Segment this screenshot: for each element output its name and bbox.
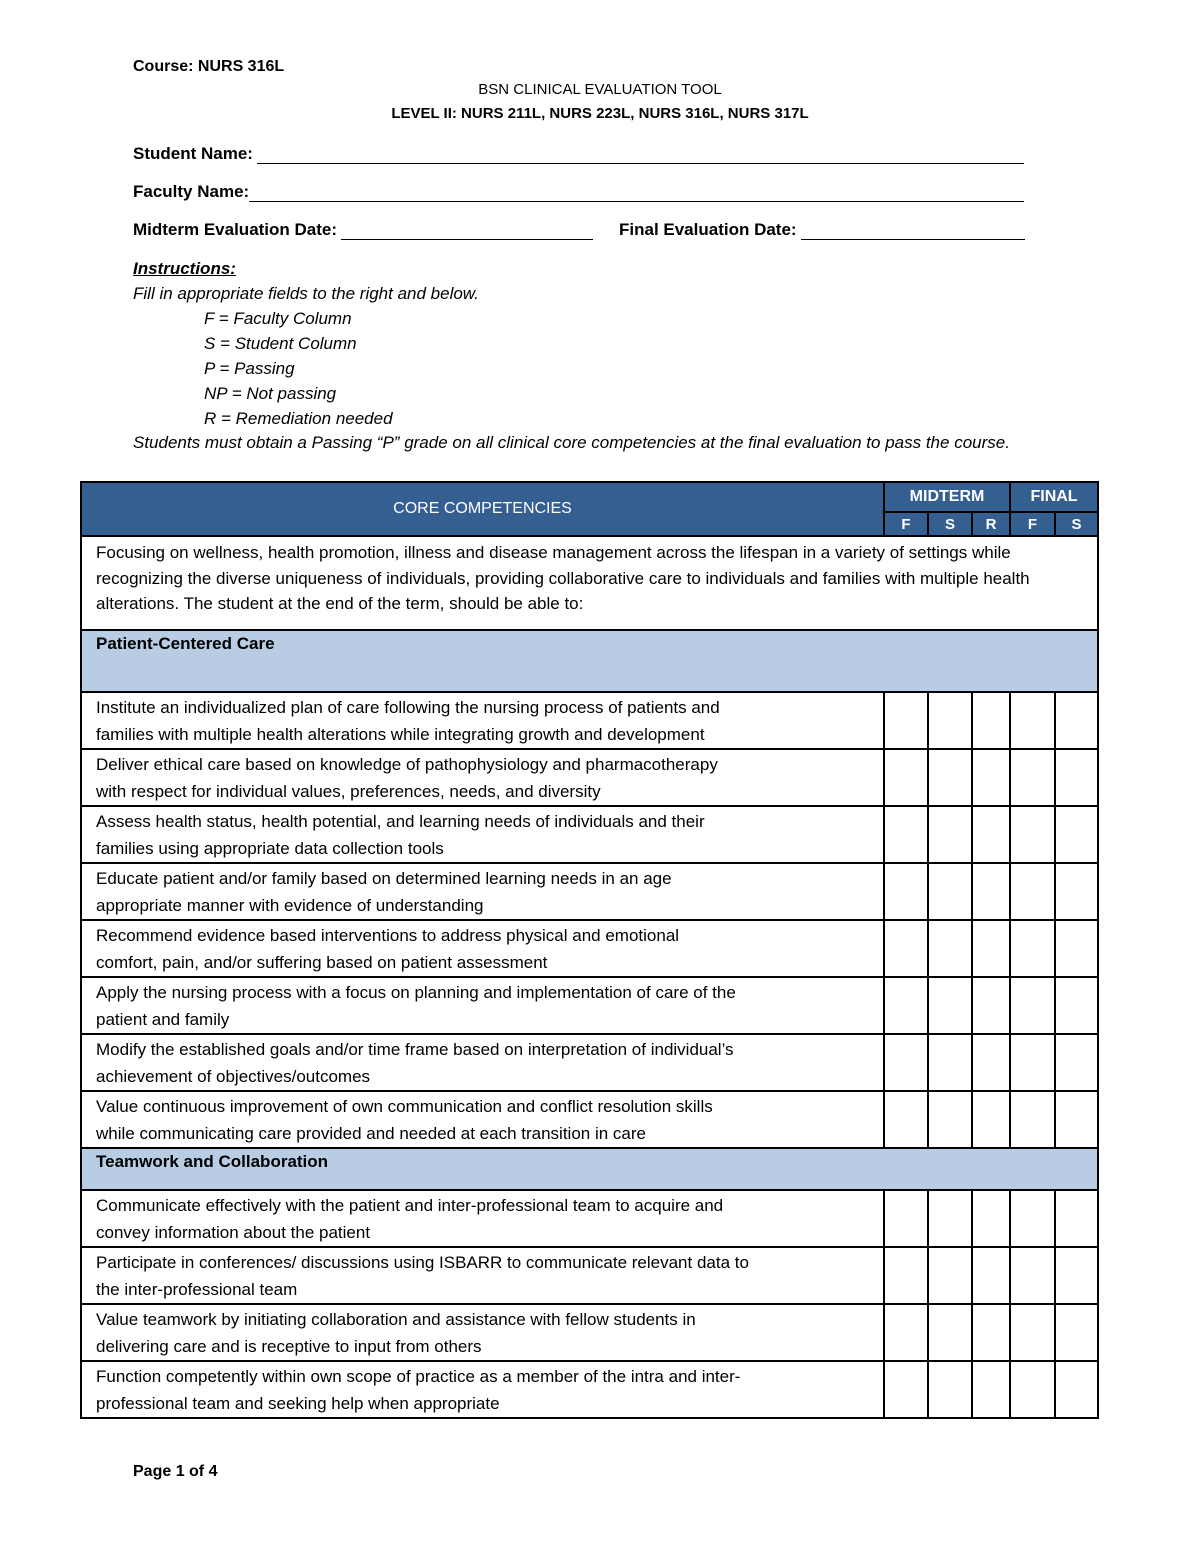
competency-text (81, 1247, 884, 1304)
midterm-remediation-box[interactable] (972, 920, 1010, 977)
competency-line: Participate in conferences/ discussions using ISBARR to communicate relevant data to (96, 1252, 749, 1272)
midterm-header: MIDTERM (884, 482, 1010, 512)
final-date-row (619, 220, 1025, 240)
competency-line: Assess health status, health potential, and learning needs of individuals and their (96, 811, 705, 831)
instructions-key: NP = Not passing (204, 384, 337, 403)
competency-text (81, 1361, 884, 1418)
competency-line: professional team and seeking help when appropriate (96, 1393, 500, 1413)
competency-line: Modify the established goals and/or time frame based on interpretation of individual’s (96, 1039, 734, 1059)
final-student-box[interactable] (1055, 1190, 1098, 1247)
midterm-student-box[interactable] (928, 1034, 972, 1091)
competency-row (81, 977, 1098, 1034)
midterm-faculty-box[interactable] (884, 863, 928, 920)
competency-row (81, 1247, 1098, 1304)
midterm-remediation-box[interactable] (972, 863, 1010, 920)
instructions-line: Fill in appropriate fields to the right and below. (133, 284, 479, 303)
final-date-field[interactable] (801, 221, 1025, 240)
competency-line: Recommend evidence based interventions to address physical and emotional (96, 925, 680, 945)
midterm-faculty-column-header: F (884, 512, 928, 536)
competency-row (81, 806, 1098, 863)
document-title: BSN CLINICAL EVALUATION TOOL (478, 81, 722, 98)
student-name-field[interactable] (257, 145, 1024, 164)
final-student-box[interactable] (1055, 749, 1098, 806)
midterm-student-box[interactable] (928, 1190, 972, 1247)
competency-line: patient and family (96, 1009, 230, 1029)
midterm-faculty-box[interactable] (884, 749, 928, 806)
midterm-student-box[interactable] (928, 1361, 972, 1418)
instructions-block (133, 256, 1053, 455)
final-student-box[interactable] (1055, 1091, 1098, 1148)
midterm-faculty-box[interactable] (884, 1034, 928, 1091)
instructions-heading: Instructions: (133, 259, 236, 278)
midterm-remediation-box[interactable] (972, 692, 1010, 749)
section-heading: Teamwork and Collaboration (81, 1148, 1098, 1190)
intro-text: Focusing on wellness, health promotion, illness and disease management across the lifespan in a variety of settings while recognizing the diverse uniqueness of individuals, providing collaborative care to individuals and families with multiple health alterations. The student at the end of the term, should be able to: (81, 536, 1098, 630)
competency-row (81, 1190, 1098, 1247)
midterm-remediation-box[interactable] (972, 806, 1010, 863)
midterm-faculty-box[interactable] (884, 1190, 928, 1247)
document-subtitle: LEVEL II: NURS 211L, NURS 223L, NURS 316L, NURS 317L (391, 105, 809, 122)
faculty-name-label: Faculty Name: (133, 182, 250, 201)
final-faculty-box[interactable] (1010, 749, 1055, 806)
course-label: Course: NURS 316L (133, 58, 285, 75)
competency-line: Function competently within own scope of practice as a member of the intra and inter- (96, 1366, 741, 1386)
competency-line: with respect for individual values, preferences, needs, and diversity (96, 781, 601, 801)
final-faculty-box[interactable] (1010, 1190, 1055, 1247)
midterm-student-box[interactable] (928, 806, 972, 863)
instructions-note: Students must obtain a Passing “P” grade on all clinical core competencies at the final evaluation to pass the course. (133, 433, 1010, 452)
competency-line: Value teamwork by initiating collaboration and assistance with fellow students in (96, 1309, 696, 1329)
student-name-label: Student Name: (133, 144, 253, 163)
competency-row (81, 863, 1098, 920)
midterm-student-box[interactable] (928, 1304, 972, 1361)
faculty-name-row (133, 182, 1024, 202)
final-faculty-box[interactable] (1010, 1304, 1055, 1361)
midterm-student-box[interactable] (928, 1247, 972, 1304)
midterm-faculty-box[interactable] (884, 1247, 928, 1304)
midterm-faculty-box[interactable] (884, 692, 928, 749)
midterm-remediation-column-header: R (972, 512, 1010, 536)
midterm-student-box[interactable] (928, 1091, 972, 1148)
final-date-label: Final Evaluation Date: (619, 220, 797, 239)
competency-row (81, 749, 1098, 806)
midterm-student-box[interactable] (928, 692, 972, 749)
midterm-faculty-box[interactable] (884, 977, 928, 1034)
core-competencies-header: CORE COMPETENCIES (81, 482, 884, 536)
midterm-remediation-box[interactable] (972, 1190, 1010, 1247)
final-student-box[interactable] (1055, 920, 1098, 977)
midterm-student-column-header: S (928, 512, 972, 536)
final-faculty-box[interactable] (1010, 977, 1055, 1034)
midterm-student-box[interactable] (928, 863, 972, 920)
final-student-box[interactable] (1055, 863, 1098, 920)
student-name-row (133, 144, 1024, 164)
competency-line: the inter-professional team (96, 1279, 298, 1299)
competency-line: Institute an individualized plan of care following the nursing process of patients and (96, 697, 720, 717)
final-student-box[interactable] (1055, 977, 1098, 1034)
midterm-faculty-box[interactable] (884, 1091, 928, 1148)
competency-text (81, 863, 884, 920)
competency-text (81, 806, 884, 863)
midterm-student-box[interactable] (928, 920, 972, 977)
midterm-date-field[interactable] (341, 221, 593, 240)
midterm-date-label: Midterm Evaluation Date: (133, 220, 338, 239)
final-faculty-box[interactable] (1010, 692, 1055, 749)
competency-line: families with multiple health alterations while integrating growth and development (96, 724, 705, 744)
section-heading: Patient-Centered Care (81, 630, 1098, 692)
competency-row (81, 1304, 1098, 1361)
final-student-box[interactable] (1055, 1304, 1098, 1361)
competency-line: Value continuous improvement of own communication and conflict resolution skills (96, 1096, 713, 1116)
midterm-student-box[interactable] (928, 749, 972, 806)
page-number: Page 1 of 4 (133, 1463, 218, 1480)
final-faculty-column-header: F (1010, 512, 1055, 536)
instructions-key: R = Remediation needed (204, 409, 393, 428)
final-student-box[interactable] (1055, 1247, 1098, 1304)
midterm-remediation-box[interactable] (972, 977, 1010, 1034)
competency-line: comfort, pain, and/or suffering based on patient assessment (96, 952, 548, 972)
competency-text (81, 977, 884, 1034)
final-faculty-box[interactable] (1010, 1091, 1055, 1148)
competency-line: convey information about the patient (96, 1222, 371, 1242)
final-student-box[interactable] (1055, 806, 1098, 863)
final-student-box[interactable] (1055, 692, 1098, 749)
competency-line: delivering care and is receptive to input from others (96, 1336, 482, 1356)
midterm-remediation-box[interactable] (972, 1304, 1010, 1361)
competency-line: appropriate manner with evidence of understanding (96, 895, 484, 915)
instructions-key: S = Student Column (204, 334, 357, 353)
final-student-box[interactable] (1055, 1034, 1098, 1091)
competency-row (81, 1361, 1098, 1418)
competency-line: Communicate effectively with the patient and inter-professional team to acquire and (96, 1195, 724, 1215)
competency-line: achievement of objectives/outcomes (96, 1066, 371, 1086)
competency-row (81, 1034, 1098, 1091)
final-faculty-box[interactable] (1010, 920, 1055, 977)
competency-line: Apply the nursing process with a focus on planning and implementation of care of the (96, 982, 736, 1002)
midterm-faculty-box[interactable] (884, 1304, 928, 1361)
midterm-remediation-box[interactable] (972, 1247, 1010, 1304)
competency-text (81, 749, 884, 806)
competency-row (81, 920, 1098, 977)
competency-row (81, 692, 1098, 749)
midterm-faculty-box[interactable] (884, 1361, 928, 1418)
competency-text (81, 1190, 884, 1247)
competency-line: families using appropriate data collection tools (96, 838, 444, 858)
midterm-date-row (133, 220, 593, 240)
final-header: FINAL (1010, 482, 1098, 512)
faculty-name-field[interactable] (249, 183, 1024, 202)
competency-row (81, 1091, 1098, 1148)
final-faculty-box[interactable] (1010, 1247, 1055, 1304)
final-student-column-header: S (1055, 512, 1098, 536)
competency-line: Educate patient and/or family based on determined learning needs in an age (96, 868, 672, 888)
midterm-faculty-box[interactable] (884, 806, 928, 863)
instructions-key: P = Passing (204, 359, 295, 378)
competency-text (81, 1034, 884, 1091)
competency-text (81, 692, 884, 749)
midterm-remediation-box[interactable] (972, 1034, 1010, 1091)
midterm-remediation-box[interactable] (972, 1361, 1010, 1418)
midterm-student-box[interactable] (928, 977, 972, 1034)
final-student-box[interactable] (1055, 1361, 1098, 1418)
midterm-faculty-box[interactable] (884, 920, 928, 977)
competencies-table (80, 481, 1099, 1419)
final-faculty-box[interactable] (1010, 863, 1055, 920)
midterm-remediation-box[interactable] (972, 1091, 1010, 1148)
instructions-key: F = Faculty Column (204, 309, 352, 328)
competency-text (81, 1091, 884, 1148)
competency-text (81, 920, 884, 977)
final-faculty-box[interactable] (1010, 1361, 1055, 1418)
competency-text (81, 1304, 884, 1361)
competency-line: while communicating care provided and needed at each transition in care (96, 1123, 646, 1143)
final-faculty-box[interactable] (1010, 806, 1055, 863)
final-faculty-box[interactable] (1010, 1034, 1055, 1091)
competency-line: Deliver ethical care based on knowledge of pathophysiology and pharmacotherapy (96, 754, 718, 774)
midterm-remediation-box[interactable] (972, 749, 1010, 806)
